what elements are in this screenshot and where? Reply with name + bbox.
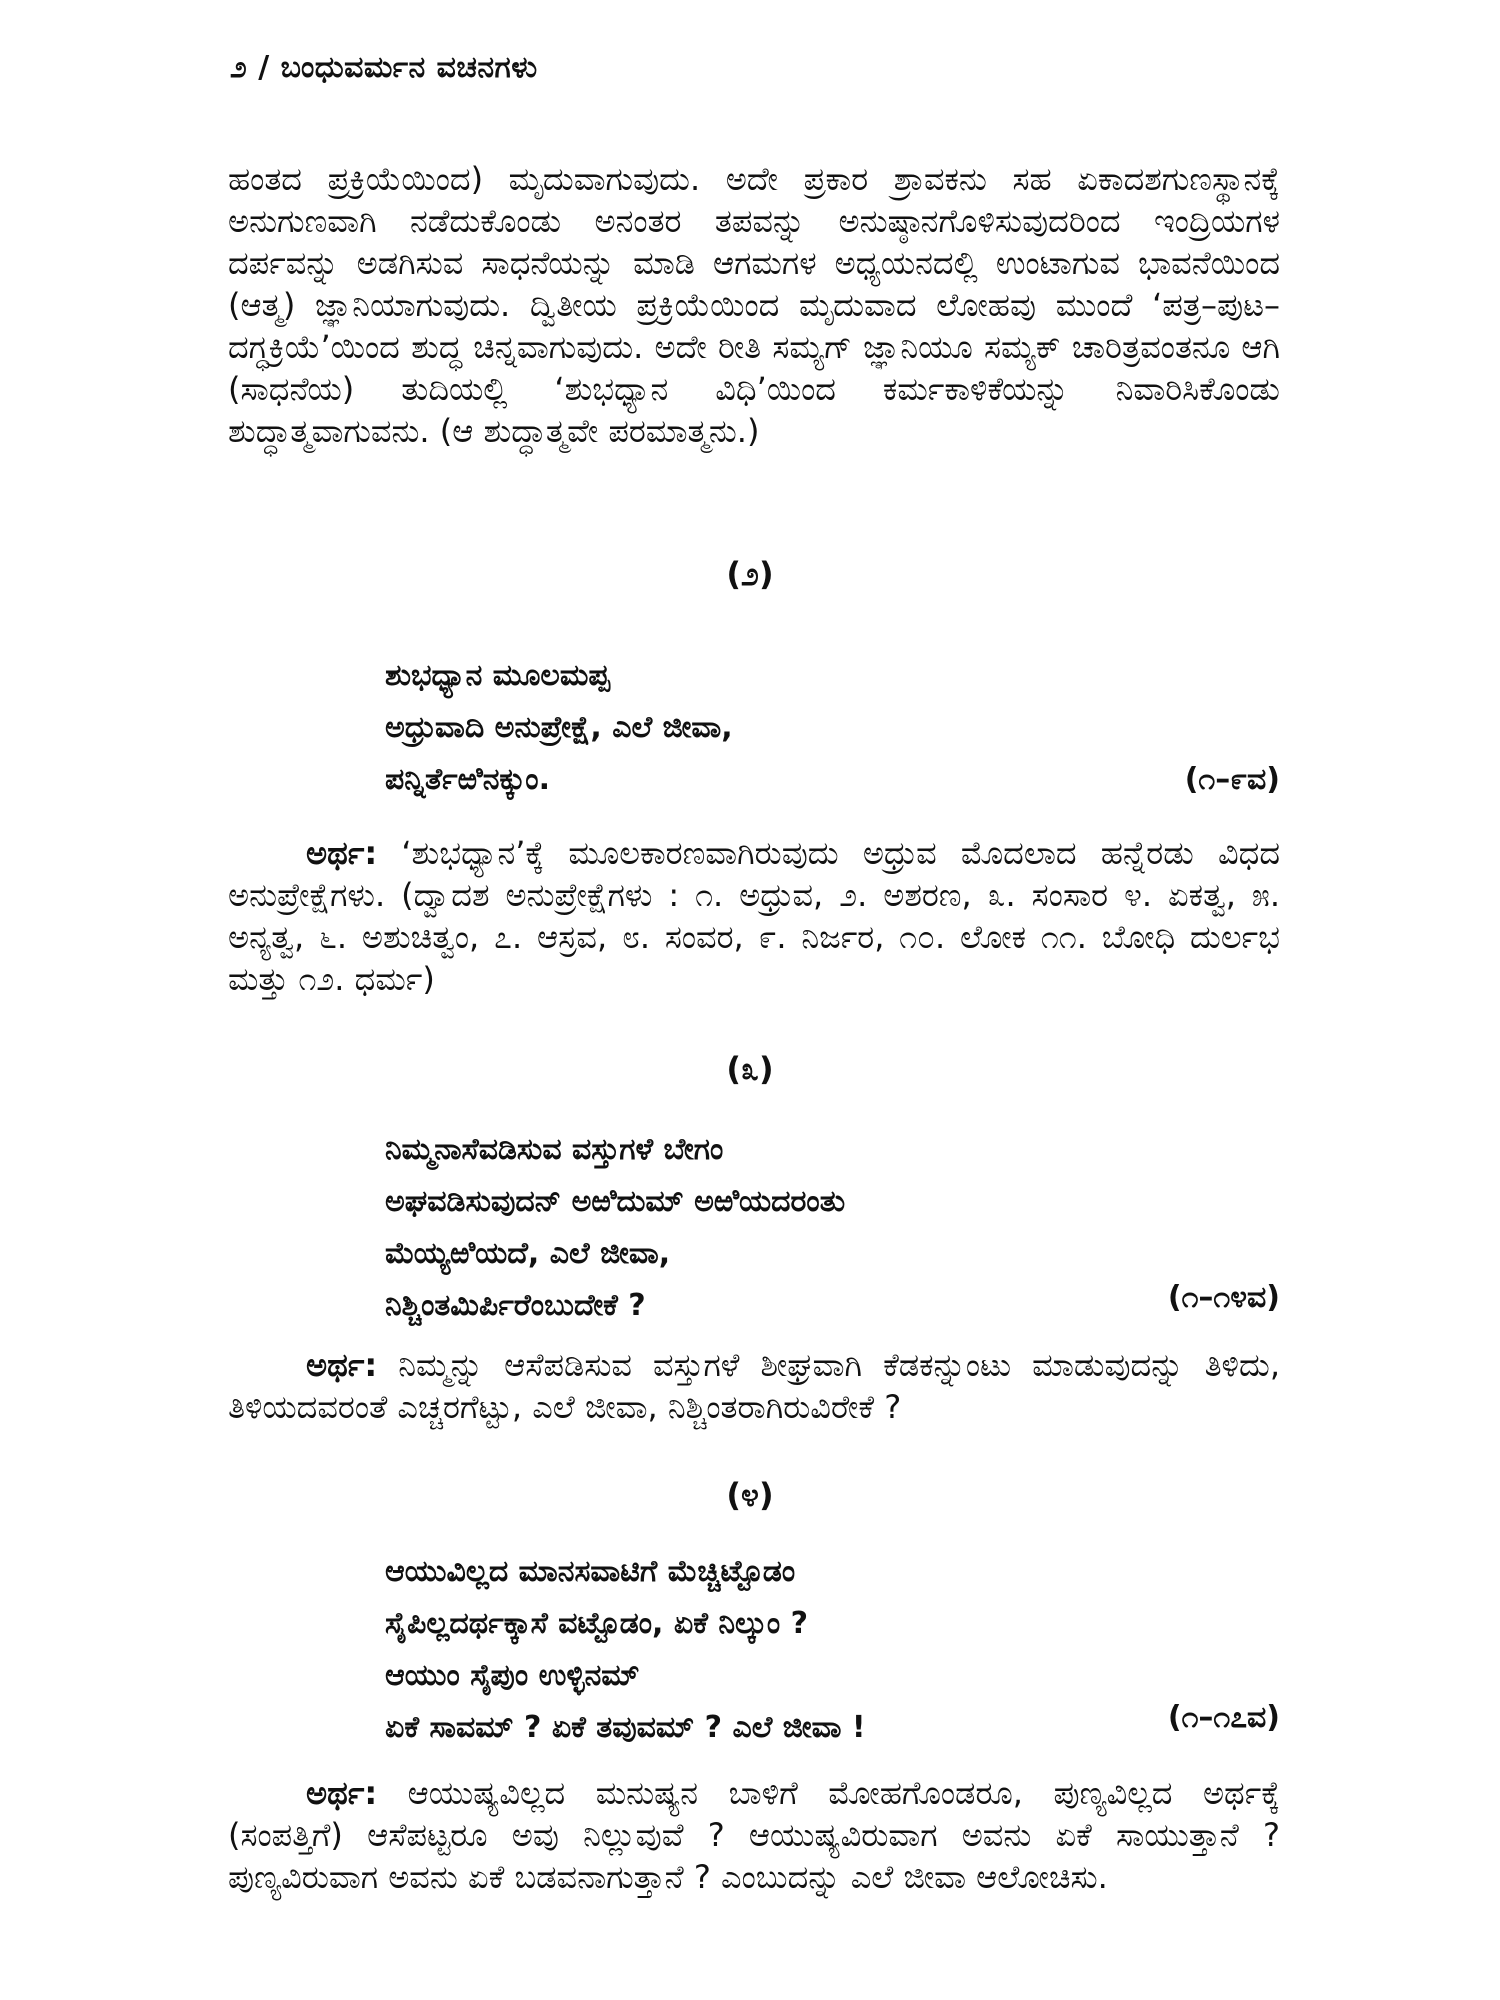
section-number: (೩) xyxy=(726,1050,774,1088)
verse-line: ನಿಮ್ಮನಾಸೆವಡಿಸುವ ವಸ್ತುಗಳೆ ಬೇಗಂ xyxy=(385,1132,724,1167)
meaning-text: ‘ಶುಭಧ್ಯಾನ’ಕ್ಕೆ ಮೂಲಕಾರಣವಾಗಿರುವುದು ಅಧ್ರುವ ಮೊದಲಾದ ಹನ್ನೆರಡು ವಿಧದ ಅನುಪ್ರೇಕ್ಷೆಗಳು. (ದ್ವಾದಶ ಅನುಪ್ರೇಕ್ಷೆಗಳು : ೧. ಅಧ್ರುವ, ೨. ಅಶರಣ, ೩. ಸಂಸಾರ ೪. ಏಕತ್ವ, ೫. ಅನ್ಯತ್ವ, ೬. ಅಶುಚಿತ್ವಂ, ೭. ಆಸ್ರವ, ೮. ಸಂವರ, ೯. ನಿರ್ಜರ, ೧೦. ಲೋಕ ೧೧. ಬೋಧಿ ದುರ್ಲಭ ಮತ್ತು ೧೨. ಧರ್ಮ) xyxy=(228,834,1280,998)
meaning-label: ಅರ್ಥ: xyxy=(306,834,378,872)
verse-line: ಪನ್ನಿರ್ತೆಱಿನಕ್ಕುಂ. xyxy=(385,762,550,797)
verse-line: ಅಧ್ರುವಾದಿ ಅನುಪ್ರೇಕ್ಷೆ, ಎಲೆ ಜೀವಾ, xyxy=(385,710,733,745)
meaning-label: ಅರ್ಥ: xyxy=(306,1774,378,1812)
verse-line: ಸೈಪಿಲ್ಲದರ್ಥಕ್ಕಾಸೆ ವಟ್ಟೊಡಂ, ಏಕೆ ನಿಲ್ಕುಂ ? xyxy=(385,1606,809,1641)
verse-block xyxy=(385,650,1285,806)
verse-line: ಮೆಯ್ಯಱಿಯದೆ, ಎಲೆ ಜೀವಾ, xyxy=(385,1236,671,1271)
verse-reference: (೧–೧೪ವ) xyxy=(1167,1280,1280,1315)
verse-line: ಅಘವಡಿಸುವುದನ್ ಅಱಿದುಮ್ ಅಱಿಯದರಂತು xyxy=(385,1184,846,1219)
meaning-text: ಆಯುಷ್ಯವಿಲ್ಲದ ಮನುಷ್ಯನ ಬಾಳಿಗೆ ಮೋಹಗೊಂಡರೂ, ಪುಣ್ಯವಿಲ್ಲದ ಅರ್ಥಕ್ಕೆ (ಸಂಪತ್ತಿಗೆ) ಆಸೆಪಟ್ಟರೂ ಅವು ನಿಲ್ಲುವುವೆ ? ಆಯುಷ್ಯವಿರುವಾಗ ಅವನು ಏಕೆ ಸಾಯುತ್ತಾನೆ ? ಪುಣ್ಯವಿರುವಾಗ ಅವನು ಏಕೆ ಬಡವನಾಗುತ್ತಾನೆ ? ಎಂಬುದನ್ನು ಎಲೆ ಜೀವಾ ಆಲೋಚಿಸು. xyxy=(228,1774,1280,1896)
meaning-paragraph xyxy=(228,1772,1280,1898)
section-number: (೨) xyxy=(726,555,774,593)
section-number: (೪) xyxy=(726,1476,774,1514)
verse-line: ಆಯುಂ ಸೈಪುಂ ಉಳ್ಳಿನಮ್ xyxy=(385,1658,640,1693)
meaning-label: ಅರ್ಥ: xyxy=(306,1346,378,1384)
intro-paragraph: ಹಂತದ ಪ್ರಕ್ರಿಯೆಯಿಂದ) ಮೃದುವಾಗುವುದು. ಅದೇ ಪ್ರಕಾರ ಶ್ರಾವಕನು ಸಹ ಏಕಾದಶಗುಣಸ್ಥಾನಕ್ಕೆ ಅನುಗುಣವಾಗಿ ನಡೆದುಕೊಂಡು ಅನಂತರ ತಪವನ್ನು ಅನುಷ್ಠಾನಗೊಳಿಸುವುದರಿಂದ ಇಂದ್ರಿಯಗಳ ದರ್ಪವನ್ನು ಅಡಗಿಸುವ ಸಾಧನೆಯನ್ನು ಮಾಡಿ ಆಗಮಗಳ ಅಧ್ಯಯನದಲ್ಲಿ ಉಂಟಾಗುವ ಭಾವನೆಯಿಂದ (ಆತ್ಮ) ಜ್ಞಾನಿಯಾಗುವುದು. ದ್ವಿತೀಯ ಪ್ರಕ್ರಿಯೆಯಿಂದ ಮೃದುವಾದ ಲೋಹವು ಮುಂದೆ ‘ಪತ್ರ–ಪುಟ–ದಗ್ಧಕ್ರಿಯೆ’ಯಿಂದ ಶುದ್ಧ ಚಿನ್ನವಾಗುವುದು. ಅದೇ ರೀತಿ ಸಮ್ಯಗ್ ಜ್ಞಾನಿಯೂ ಸಮ್ಯಕ್ ಚಾರಿತ್ರವಂತನೂ ಆಗಿ (ಸಾಧನೆಯ) ತುದಿಯಲ್ಲಿ ‘ಶುಭಧ್ಯಾನ ವಿಧಿ’ಯಿಂದ ಕರ್ಮಕಾಳಿಕೆಯನ್ನು ನಿವಾರಿಸಿಕೊಂಡು ಶುದ್ಧಾತ್ಮವಾಗುವನು. (ಆ ಶುದ್ಧಾತ್ಮವೇ ಪರಮಾತ್ಮನು.) xyxy=(228,160,1280,450)
verse-reference: (೧–೧೭ವ) xyxy=(1167,1700,1280,1735)
verse-line: ಶುಭಧ್ಯಾನ ಮೂಲಮಪ್ಪ xyxy=(385,658,610,693)
meaning-paragraph xyxy=(228,832,1280,1000)
running-header: ೨ / ಬಂಧುವರ್ಮನ ವಚನಗಳು xyxy=(230,50,538,85)
verse-line: ನಿಶ್ಚಿಂತಮಿರ್ಪಿರೆಂಬುದೇಕೆ ? xyxy=(385,1288,646,1323)
meaning-paragraph xyxy=(228,1344,1280,1428)
verse-reference: (೧–೯ವ) xyxy=(1184,762,1280,797)
verse-block xyxy=(385,1124,1285,1332)
verse-line: ಏಕೆ ಸಾವಮ್ ? ಏಕೆ ತವುವಮ್ ? ಎಲೆ ಜೀವಾ ! xyxy=(385,1710,866,1745)
meaning-text: ನಿಮ್ಮನ್ನು ಆಸೆಪಡಿಸುವ ವಸ್ತುಗಳೆ ಶೀಘ್ರವಾಗಿ ಕೆಡಕನ್ನುಂಟು ಮಾಡುವುದನ್ನು ತಿಳಿದು, ತಿಳಿಯದವರಂತೆ ಎಚ್ಚರಗೆಟ್ಟು, ಎಲೆ ಜೀವಾ, ನಿಶ್ಚಿಂತರಾಗಿರುವಿರೇಕೆ ? xyxy=(228,1346,1280,1426)
verse-line: ಆಯುವಿಲ್ಲದ ಮಾನಸವಾಟಿಗೆ ಮೆಚ್ಚಿಟ್ಟೊಡಂ xyxy=(385,1554,796,1589)
verse-block xyxy=(385,1546,1285,1754)
